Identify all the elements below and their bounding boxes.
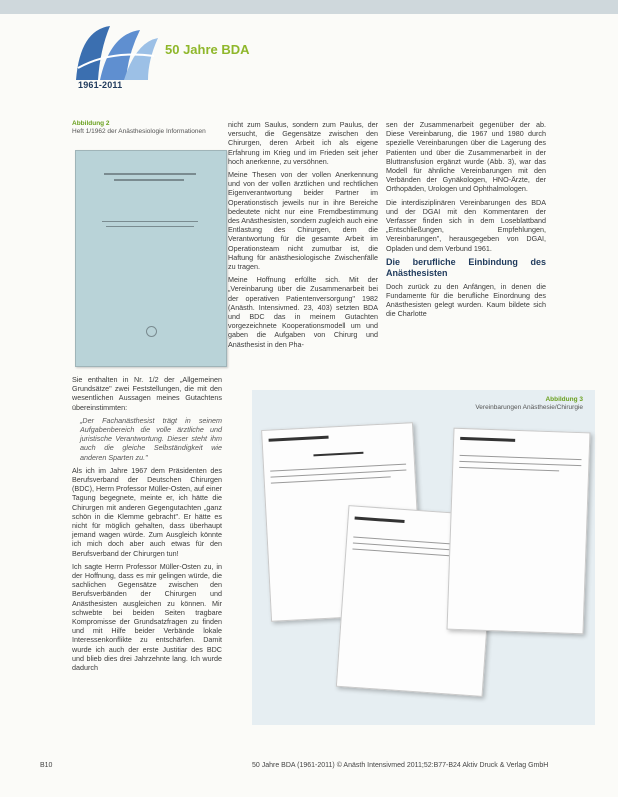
paragraph: Meine Thesen von der vollen Anerkennung und von der vollen ärztlichen und rechtlichen Eigenverantwortung beider Partner im Operationstisch jeweils nur in ihre Bereiche bedeutete nicht nur eine Fremdbestimmung des Anästhesisten, sondern zugleich auch eine Entlastung des Chirurgen, dem die Verantwortung für die gesamte Arbeit im Operationsteam nicht zumutbar ist, die Haftung für anästhesiologische Zwischenfälle zu tragen. <box>228 170 378 272</box>
figure2-document-image <box>75 150 227 367</box>
paragraph: Ich sagte Herrn Professor Müller-Osten zu, in der Hoffnung, dass es mir gelingen würde, die sachlichen Gegensätze zwischen den Berufsverbänden der Chirurgen und Anästhesisten ausgleichen zu können. Mir schwebte bei beiden Seiten tragbare Kompromisse der Grundsatzfragen zu finden und mit Hilfe beider Verbände lokale Interessenkonflikte zu entschärfen. Damit wurde ich auch der erste Justitiar des BDC und blieb dies drei Jahrzehnte lang. Ich wurde dadurch <box>72 561 222 673</box>
page-text-line <box>460 455 582 460</box>
cover-seal-icon <box>146 326 157 337</box>
paragraph: Als ich im Jahre 1967 dem Präsidenten des Berufsverband der Deutschen Chirurgen (BDC), Herrn Professor Müller-Osten, auf einer Tagung begegnete, meinte er, ich hätte die Chirurgen mit anderen Gegengutachten „ganz schön in die Klemme gebracht". Er hätte es nicht für möglich gehalten, dass überhaupt jemand wagen würde. Zum Ausgleich könnte ich mich doch aber auch etwas für den Berufsverband der Chirurgen tun! <box>72 465 222 558</box>
cover-text-line <box>102 221 198 222</box>
document-page-image <box>447 428 591 635</box>
page-text-line <box>271 476 391 483</box>
section-heading: Die berufliche Einbindung des Anästhesisten <box>386 256 546 278</box>
paragraph: Sie enthalten in Nr. 1/2 der „Allgemeinen Grundsätze" zwei Feststellungen, die mit den wesentlichen Aussagen meines Gutachtens übereinstimmten: <box>72 375 222 412</box>
header-band <box>0 0 618 14</box>
figure2-label: Abbildung 2 <box>72 120 110 127</box>
text-column-2 <box>228 120 378 353</box>
figure3-label: Abbildung 3 <box>545 396 583 403</box>
figure3-panel <box>252 390 595 725</box>
logo-years: 1961-2011 <box>78 80 123 90</box>
paragraph: Meine Hoffnung erfüllte sich. Mit der „Vereinbarung über die Zusammenarbeit bei der operativen Patientenversorgung" 1982 (Anästh. Intensivmed. 23, 403) setzten BDA und BDC das in meinem Gutachten vorgezeichnete Kooperationsmodell um und gaben die Aufgaben von Chirurg und Anästhesist in den Pha- <box>228 275 378 349</box>
page-heading-bar <box>460 437 515 442</box>
paragraph: Doch zurück zu den Anfängen, in denen die Fundamente für die berufliche Einordnung des Anästhesisten gelegt wurden. Kaum bildete sich die Charlotte <box>386 281 546 319</box>
page-heading-bar <box>269 436 329 442</box>
paragraph: Die interdisziplinären Vereinbarungen des BDA und der DGAI mit den Kommentaren der Verfasser finden sich in dem Loseblattband „Entschließungen, Empfehlungen, Vereinbarungen", herausgegeben von DGAI, Opladen und dem Verbund 1961. <box>386 197 546 253</box>
anniversary-title: 50 Jahre BDA <box>165 42 250 57</box>
page-text-line <box>459 461 581 466</box>
cover-title-line <box>104 173 196 175</box>
paragraph: sen der Zusammenarbeit gegenüber der ab. Diese Vereinbarung, die 1967 und 1980 durch spezielle Vereinbarungen über die Lagerung des Patienten und über die Zusammenarbeit in der Bluttransfusion ergänzt wurde (Abb. 3), war das Modell für ähnliche Vereinbarungen mit den Verbänden der Gynäkologen, HNO-Ärzte, der Orthopäden, Urologen und Ophthalmologen. <box>386 120 546 194</box>
page-heading-bar <box>355 517 405 523</box>
cover-title-line <box>114 179 184 181</box>
paragraph: nicht zum Saulus, sondern zum Paulus, der versucht, die Gegensätze zwischen den Chirurgen, deren Arbeit ich als eigene Erfahrung im Krieg und im Frieden seit jeher hoch anerkenne, zu versöhnen. <box>228 120 378 166</box>
footer-text: 50 Jahre BDA (1961-2011) © Anästh Intensivmed 2011;52:B77-B24 Aktiv Druck & Verlag GmbH <box>252 762 549 769</box>
figure2-caption <box>72 120 217 152</box>
page-title-bar <box>313 452 363 457</box>
text-column-3 <box>386 120 546 323</box>
text-column-1 <box>72 375 222 676</box>
cover-text-line <box>106 226 194 227</box>
page-number: B10 <box>40 762 53 769</box>
figure3-caption <box>475 396 583 412</box>
figure2-caption-text: Heft 1/1962 der Anästhesiologie Informationen <box>72 128 206 135</box>
figure3-caption-text: Vereinbarungen Anästhesie/Chirurgie <box>475 404 583 411</box>
quote: „Der Fachanästhesist trägt in seinem Aufgabenbereich die volle ärztliche und juristische Verantwortung. Dieser steht ihm auch die gleiche Selbständigkeit wie anderen Sparten zu." <box>80 415 222 462</box>
page-text-line <box>459 467 559 471</box>
